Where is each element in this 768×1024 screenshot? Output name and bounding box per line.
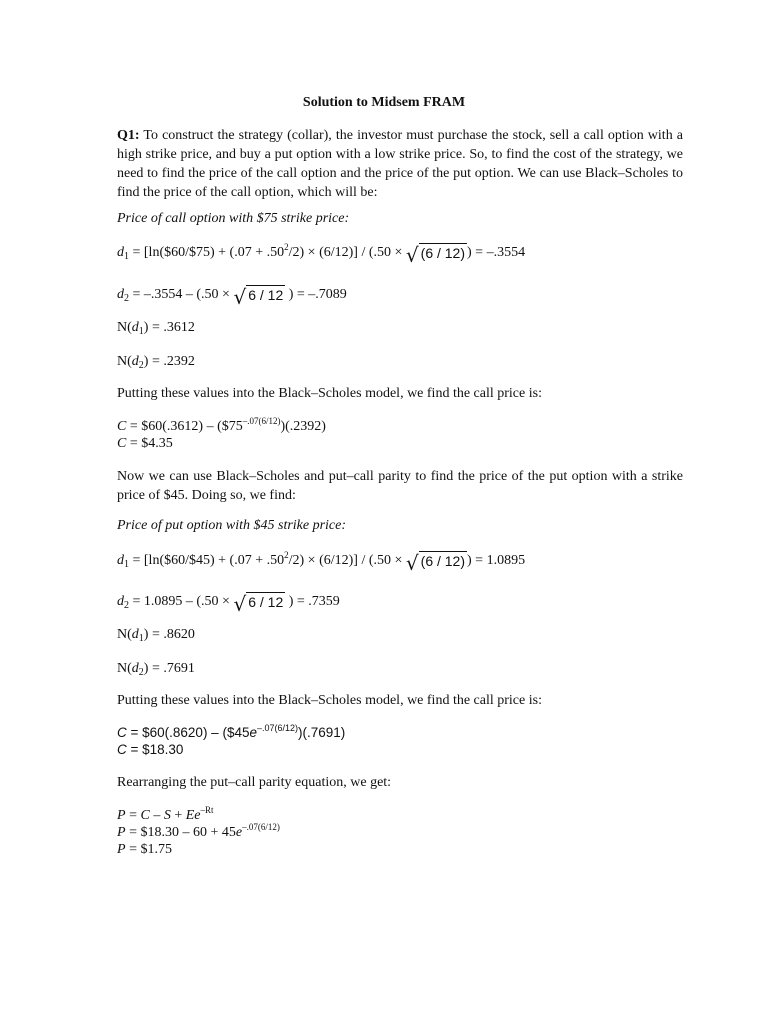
put-putting-text: Putting these values into the Black–Scholes model, we find the call price is: [117, 693, 542, 708]
q1-paragraph [117, 126, 683, 202]
parity-substitution: P = $18.30 – $60 + 45e^{-.07(6/12)}$ [117, 822, 280, 840]
put-nd1: $N(d_1) = .8620$ [117, 627, 195, 644]
call-d1-formula: $d_1$ = [ln($60/$75) + $(.07 + .50^2/2) \times (6/12)] / (.50$ × √ (6 / 12) ) = –.3554 [117, 242, 526, 267]
q1-label: Q1: [117, 128, 140, 143]
put-call-price-result: C = $18.30 [117, 742, 184, 757]
sqrt-symbol: √ 6 / 12 [233, 592, 284, 616]
q1-intro-text: To construct the strategy (collar), the investor must purchase the stock, sell a call option with a high strike price, and buy a put option with a low strike price. So, to find the cost of the strategy, we need to find the price of the call option and the price of the put option. We can use Black–Scholes to find the price of the call option, which will be: [117, 128, 683, 200]
put-call-price-formula: C = $60(.8620) – $(\$45e^{-.07(6/12)})(.7691)$ [117, 723, 346, 740]
parity-equation: $P = C - S + Ee^{-Rt}$ [117, 805, 214, 823]
put-d1-formula: $d_1$ = [ln($60/$45) + $(.07 + .50^2/2) \times (6/12)] / (.50$ × √ (6 / 12) ) = 1.0895 [117, 550, 526, 575]
call-price-result: C = $4.35 [117, 436, 173, 451]
put-heading: Price of put option with $45 strike price: [117, 518, 347, 533]
page-title: Solution to Midsem FRAM [302, 95, 466, 110]
call-d2-formula: $d_2 = -.3554 - (.50$ × √ 6 / 12 ) = –.7089 [117, 285, 347, 309]
call-heading: Price of call option with $75 strike price: [117, 211, 350, 226]
sqrt-symbol: √ (6 / 12) [405, 551, 466, 575]
sqrt-symbol: √ 6 / 12 [233, 285, 284, 309]
call-nd2: $N(d_2) = .2392$ [117, 354, 195, 371]
transition-paragraph: Now we can use Black–Scholes and put–call parity to find the price of the put option with a strike price of $45. Doing so, we find: [117, 469, 683, 503]
sqrt-symbol: √ (6 / 12) [405, 243, 466, 267]
put-price-result: P = $1.75 [117, 842, 172, 857]
put-d2-formula: $d_2 = 1.0895 - (.50$ × √ 6 / 12 ) = .7359 [117, 592, 340, 616]
call-price-formula: C = $60(.3612) – $(\$75^{-.07(6/12)})(.2392)$ [117, 416, 326, 434]
call-nd1: $N(d_1) = .3612$ [117, 320, 195, 337]
call-putting-text: Putting these values into the Black–Scholes model, we find the call price is: [117, 386, 542, 401]
parity-intro: Rearranging the put–call parity equation, we get: [117, 775, 392, 790]
put-nd2: $N(d_2) = .7691$ [117, 661, 195, 678]
